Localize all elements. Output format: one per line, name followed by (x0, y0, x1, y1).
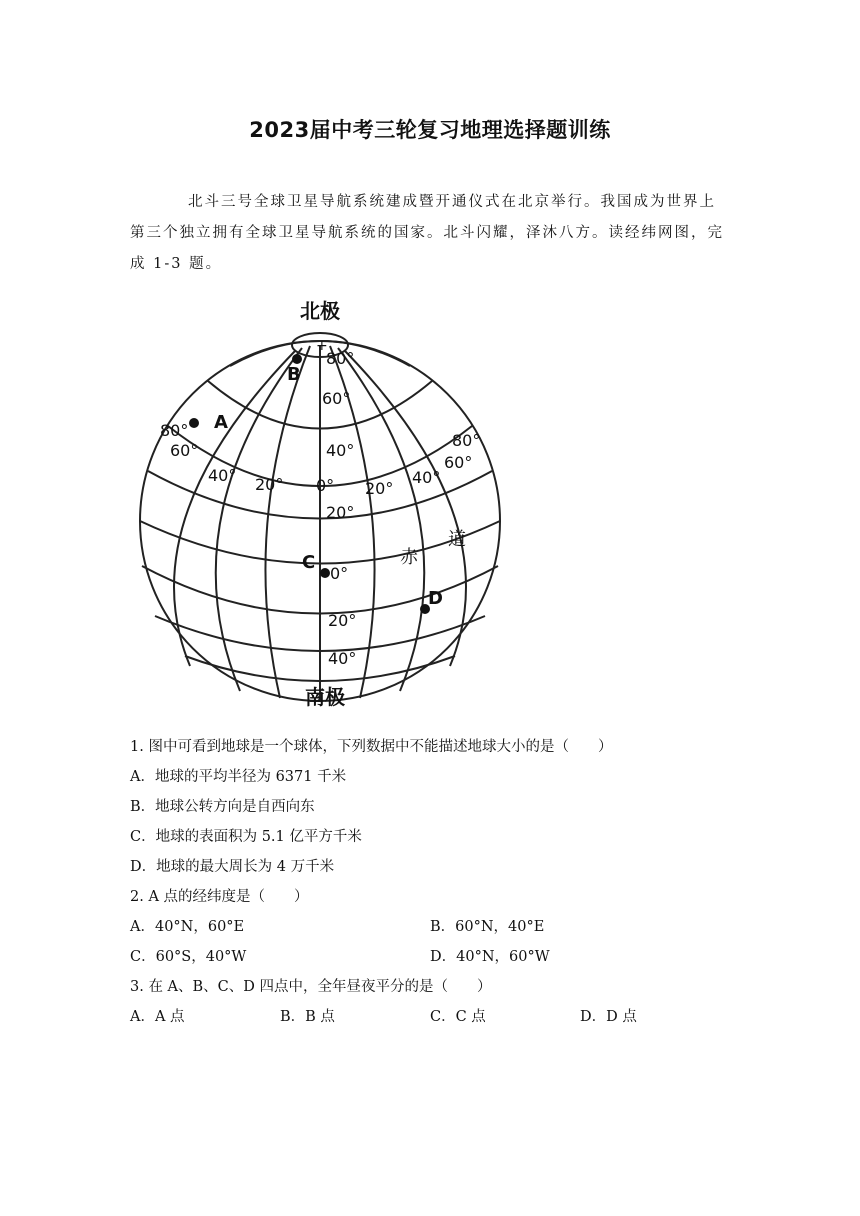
question-1-option-d[interactable]: D．地球的最大周长为 4 万千米 (130, 859, 335, 875)
question-3-option-c[interactable]: C．C 点 (430, 1009, 486, 1025)
page-title: 2023届中考三轮复习地理选择题训练 (249, 118, 611, 142)
lat-label-20n: 20° (326, 503, 355, 522)
left-label-60: 60° (170, 441, 199, 460)
point-c-dot (320, 568, 330, 578)
point-a-label: A (214, 412, 228, 433)
question-2-option-b[interactable]: B．60°N，40°E (430, 919, 545, 935)
lon-label-e20: 20° (365, 479, 394, 498)
left-label-80: 80° (160, 421, 189, 440)
lon-label-w20: 20° (255, 475, 284, 494)
lat-label-80: 80° (326, 349, 355, 368)
question-3-option-d[interactable]: D．D 点 (580, 1009, 637, 1025)
intro-paragraph (130, 187, 730, 280)
pole-cross-icon: + (316, 338, 328, 354)
lat-label-0-lon: 0° (316, 476, 335, 495)
question-3-option-a[interactable]: A．A 点 (130, 1009, 185, 1025)
equator-char-2: 道 (448, 529, 466, 550)
question-3-stem: 3. 在 A、B、C、D 四点中，全年昼夜平分的是（ ） (130, 979, 492, 995)
question-2-option-c[interactable]: C．60°S，40°W (130, 949, 247, 965)
question-2-option-a[interactable]: A．40°N，60°E (130, 919, 245, 935)
meridian-e60 (345, 351, 466, 666)
globe-figure (130, 296, 510, 716)
lat-label-0: 0° (330, 564, 349, 583)
meridian-w20 (265, 346, 310, 698)
question-1-option-b[interactable]: B．地球公转方向是自西向东 (130, 799, 315, 815)
lat-label-40s: 40° (328, 649, 357, 668)
right-label-60: 60° (444, 453, 473, 472)
point-a-dot (189, 418, 199, 428)
north-pole-label: 北极 (300, 299, 340, 323)
lon-label-w40: 40° (208, 466, 237, 485)
question-1-option-c[interactable]: C．地球的表面积为 5.1 亿平方千米 (130, 829, 362, 845)
point-d-label: D (428, 588, 443, 609)
point-b-label: B (287, 364, 301, 385)
meridian-w60 (174, 351, 295, 666)
lat-label-40: 40° (326, 441, 355, 460)
question-1-stem: 1. 图中可看到地球是一个球体，下列数据中不能描述地球大小的是（ ） (130, 739, 613, 755)
question-2-option-d[interactable]: D．40°N，60°W (430, 949, 550, 965)
lat-label-60: 60° (322, 389, 351, 408)
point-b-dot (292, 354, 302, 364)
question-2-stem: 2. A 点的经纬度是（ ） (130, 889, 309, 905)
question-3-option-b[interactable]: B．B 点 (280, 1009, 335, 1025)
lat-label-20s: 20° (328, 611, 357, 630)
right-label-80: 80° (452, 431, 481, 450)
point-c-label: C (302, 552, 316, 573)
lon-label-e40: 40° (412, 468, 441, 487)
equator-char-1: 赤 (400, 547, 418, 568)
south-pole-label: 南极 (305, 685, 345, 709)
intro-text: 北斗三号全球卫星导航系统建成暨开通仪式在北京举行。我国成为世界上第三个独立拥有全球卫星导航系统的国家。北斗闪耀，泽沐八方。读经纬网图，完成 1-3 题。 (130, 194, 724, 272)
question-1-option-a[interactable]: A．地球的平均半径为 6371 千米 (130, 769, 347, 785)
